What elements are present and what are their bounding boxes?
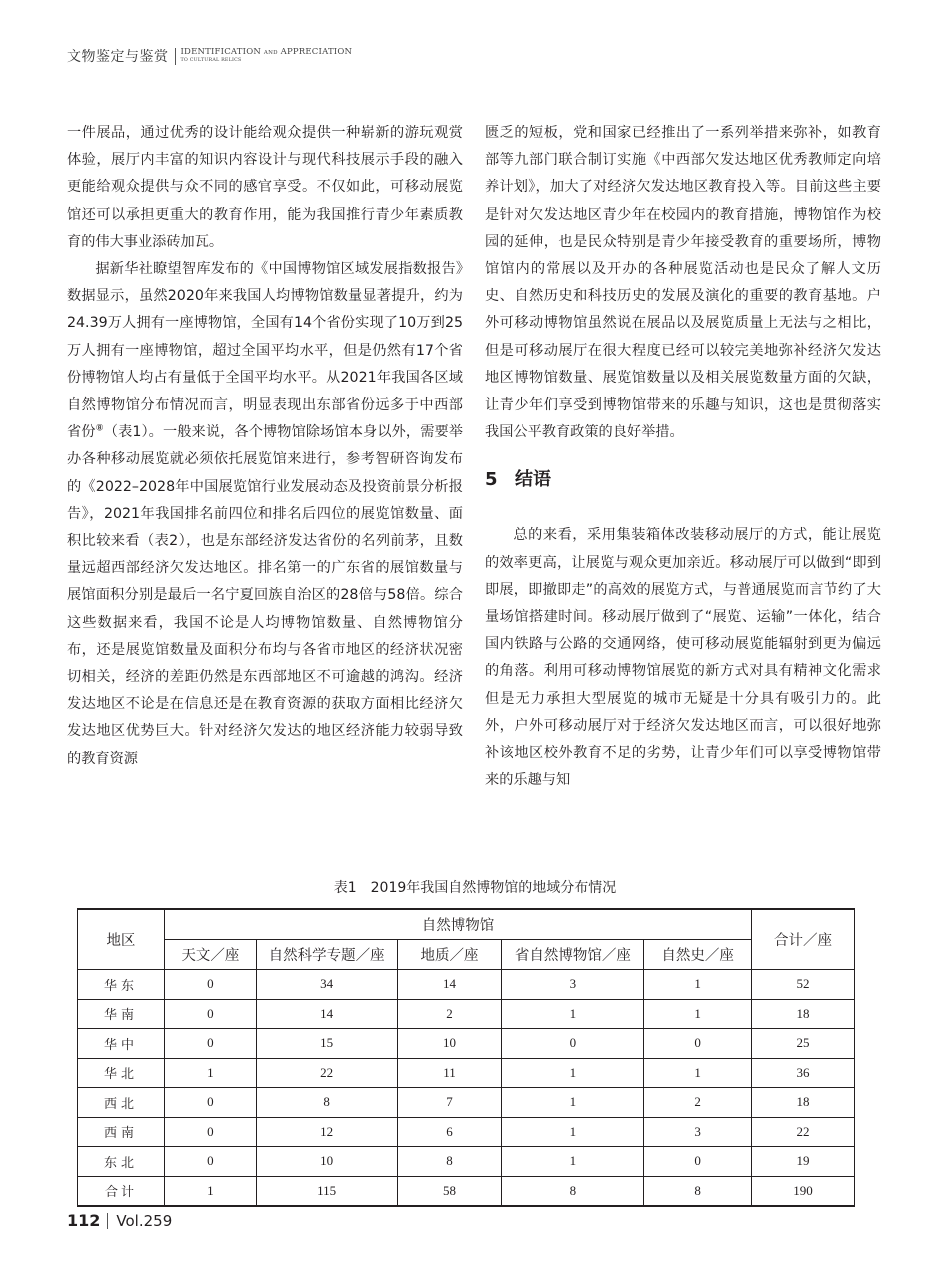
- value-cell: 7: [397, 1088, 502, 1118]
- header-region: 地区: [78, 909, 165, 970]
- table-title: 2019年我国自然博物馆的地域分布情况: [370, 880, 617, 896]
- value-cell: 22: [256, 1058, 397, 1088]
- value-cell: 11: [397, 1058, 502, 1088]
- data-table: [77, 908, 855, 1207]
- value-cell: 0: [644, 1147, 752, 1177]
- value-cell: 2: [644, 1088, 752, 1118]
- value-cell: 14: [397, 970, 502, 1000]
- value-cell: 115: [256, 1176, 397, 1206]
- value-cell: 14: [256, 999, 397, 1029]
- section-number: 5: [485, 469, 498, 491]
- value-cell: 1: [164, 1176, 256, 1206]
- region-cell: 华南: [78, 999, 165, 1029]
- footer-divider: [107, 1213, 108, 1229]
- value-cell: 3: [644, 1117, 752, 1147]
- volume-label: Vol.259: [116, 1211, 173, 1230]
- value-cell: 58: [397, 1176, 502, 1206]
- subheader-natural-history: 自然史／座: [644, 940, 752, 970]
- value-cell: 0: [164, 970, 256, 1000]
- paragraph-text-b: （表1）。一般来说，各个博物馆除场馆本身以外，需要举办各种移动展览就必须依托展览馆来进行，参考智研咨询发布的《2022–2028年中国展览馆行业发展动态及投资前景分析报告》，2021年我国排名前四位和排名后四位的展览馆数量、面积比较来看（表2），也是东部经济发达省份的名列前茅，且数量远超西部经济欠发达地区。排名第一的广东省的展馆数量与展馆面积分别是最后一名宁夏回族自治区的28倍与58倍。综合这些数据来看，我国不论是人均博物馆数量、自然博物馆分布，还是展览馆数量及面积分布均与各省市地区的经济状况密切相关，经济的差距仍然是东西部地区不可逾越的鸿沟。经济发达地区不论是在信息还是在教育资源的获取方面相比经济欠发达地区优势巨大。针对经济欠发达的地区经济能力较弱导致的教育资源: [67, 424, 463, 767]
- value-cell: 2: [397, 999, 502, 1029]
- running-header: [67, 44, 352, 68]
- value-cell: 8: [502, 1176, 644, 1206]
- journal-title-en: [181, 48, 353, 63]
- subheader-astronomy: 天文／座: [164, 940, 256, 970]
- table-row: [78, 1058, 855, 1088]
- value-cell: 1: [502, 999, 644, 1029]
- total-cell: 19: [752, 1147, 855, 1177]
- region-cell: 华东: [78, 970, 165, 1000]
- value-cell: 10: [256, 1147, 397, 1177]
- total-cell: 25: [752, 1029, 855, 1059]
- total-cell: 52: [752, 970, 855, 1000]
- journal-title-en-word3: APPRECIATION: [280, 47, 353, 58]
- region-cell: 华中: [78, 1029, 165, 1059]
- region-cell: 西北: [78, 1088, 165, 1118]
- paragraph-continued: 匮乏的短板，党和国家已经推出了一系列举措来弥补，如教育部等九部门联合制订实施《中西部欠发达地区优秀教师定向培养计划》，加大了对经济欠发达地区教育投入等。目前这些主要是针对欠发达地区青少年在校园内的教育措施，博物馆作为校园的延伸，也是民众特别是青少年接受教育的重要场所，博物馆馆内的常展以及开办的各种展览活动也是民众了解人文历史、自然历史和科技历史的发展及演化的重要的教育基地。户外可移动博物馆虽然说在展品以及展览质量上无法与之相比，但是可移动展厅在很大程度已经可以较完美地弥补经济欠发达地区博物馆数量、展览馆数量以及相关展览数量方面的欠缺，让青少年们享受到博物馆带来的乐趣与知识，这也是贯彻落实我国公平教育政策的良好举措。: [485, 125, 881, 441]
- value-cell: 6: [397, 1117, 502, 1147]
- value-cell: 1: [644, 1058, 752, 1088]
- footnote-marker: ⑧: [95, 423, 104, 434]
- value-cell: 1: [644, 970, 752, 1000]
- table-row: [78, 1117, 855, 1147]
- page-number: 112: [67, 1211, 101, 1230]
- subheader-geology: 地质／座: [397, 940, 502, 970]
- value-cell: 10: [397, 1029, 502, 1059]
- total-cell: 36: [752, 1058, 855, 1088]
- journal-title-en-line2: TO CULTURAL RELICS: [180, 57, 242, 63]
- region-cell: 东北: [78, 1147, 165, 1177]
- value-cell: 0: [644, 1029, 752, 1059]
- left-column: [67, 120, 463, 773]
- header-group: 自然博物馆: [164, 909, 751, 940]
- journal-title-en-word2: AND: [263, 50, 278, 57]
- table-row: [78, 970, 855, 1000]
- value-cell: 0: [164, 1147, 256, 1177]
- value-cell: 1: [502, 1117, 644, 1147]
- value-cell: 0: [164, 1088, 256, 1118]
- region-cell: 西南: [78, 1117, 165, 1147]
- value-cell: 1: [502, 1147, 644, 1177]
- value-cell: 8: [397, 1147, 502, 1177]
- value-cell: 1: [502, 1058, 644, 1088]
- value-cell: 12: [256, 1117, 397, 1147]
- value-cell: 0: [164, 999, 256, 1029]
- value-cell: 3: [502, 970, 644, 1000]
- value-cell: 8: [256, 1088, 397, 1118]
- value-cell: 34: [256, 970, 397, 1000]
- region-cell: 华北: [78, 1058, 165, 1088]
- journal-title-en-word1: IDENTIFICATION: [180, 47, 262, 58]
- page-footer: [67, 1211, 172, 1230]
- section-heading: [485, 462, 881, 497]
- value-cell: 1: [164, 1058, 256, 1088]
- region-cell: 合计: [78, 1176, 165, 1206]
- paragraph-text-a: 据新华社瞭望智库发布的《中国博物馆区域发展指数报告》数据显示，虽然2020年来我国人均博物馆数量显著提升，约为24.39万人拥有一座博物馆，全国有14个省份实现了10万到25万人拥有一座博物馆，超过全国平均水平，但是仍然有17个省份博物馆人均占有量低于全国平均水平。从2021年我国各区域自然博物馆分布情况而言，明显表现出东部省份远多于中西部省份: [67, 261, 463, 441]
- table-row: [78, 1029, 855, 1059]
- paragraph-continued: 一件展品，通过优秀的设计能给观众提供一种崭新的游玩观赏体验，展厅内丰富的知识内容设计与现代科技展示手段的融入更能给观众提供与众不同的感官享受。不仅如此，可移动展览馆还可以承担更重大的教育作用，能为我国推行青少年素质教育的伟大事业添砖加瓦。: [67, 125, 463, 250]
- total-cell: 190: [752, 1176, 855, 1206]
- value-cell: 1: [644, 999, 752, 1029]
- value-cell: 0: [164, 1117, 256, 1147]
- subheader-provincial: 省自然博物馆／座: [502, 940, 644, 970]
- header-total: 合计／座: [752, 909, 855, 970]
- value-cell: 0: [164, 1029, 256, 1059]
- total-cell: 22: [752, 1117, 855, 1147]
- table-row: [78, 999, 855, 1029]
- table-caption: [0, 877, 950, 897]
- value-cell: 8: [644, 1176, 752, 1206]
- paragraph: 总的来看，采用集装箱体改装移动展厅的方式，能让展览的效率更高，让展览与观众更加亲近。移动展厅可以做到“即到即展，即撤即走”的高效的展览方式，与普通展览而言节约了大量场馆搭建时间。移动展厅做到了“展览、运输”一体化，结合国内铁路与公路的交通网络，使可移动展览能辐射到更为偏远的角落。利用可移动博物馆展览的新方式对具有精神文化需求但是无力承担大型展览的城市无疑是十分具有吸引力的。此外，户外可移动展厅对于经济欠发达地区而言，可以很好地弥补该地区校外教育不足的劣势，让青少年们可以享受博物馆带来的乐趣与知: [485, 527, 881, 789]
- total-cell: 18: [752, 999, 855, 1029]
- section-title: 结语: [515, 469, 551, 491]
- value-cell: 1: [502, 1088, 644, 1118]
- paragraph: [67, 256, 463, 773]
- table-number: 表1: [333, 880, 357, 896]
- header-divider: [175, 48, 176, 65]
- table-row: [78, 1147, 855, 1177]
- right-column: [485, 120, 881, 794]
- total-cell: 18: [752, 1088, 855, 1118]
- table-total-row: [78, 1176, 855, 1206]
- journal-title-cn: 文物鉴定与鉴赏: [67, 49, 169, 65]
- table-row: [78, 1088, 855, 1118]
- value-cell: 15: [256, 1029, 397, 1059]
- subheader-natural-science: 自然科学专题／座: [256, 940, 397, 970]
- value-cell: 0: [502, 1029, 644, 1059]
